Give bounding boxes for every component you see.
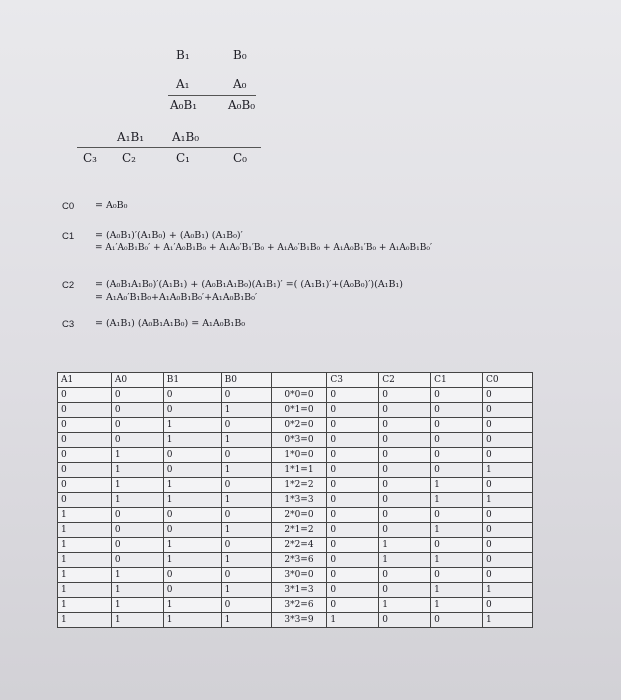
cell-c2: 0 [379, 448, 431, 463]
cell-c0: 1 [483, 583, 533, 598]
eq-c2-line2: = A₁A₀′B₁B₀+A₁A₀B₁B₀′+A₁A₀B₁B₀′ [95, 292, 258, 303]
cell-a1: 1 [58, 523, 112, 538]
eq-c2-line1: = (A₀B₁A₁B₀)′(A₁B₁) + (A₀B₁A₁B₀)(A₁B₁)′ =( (A₁B₁)′+(A₀B₀)′)(A₁B₁) [95, 279, 403, 290]
cell-c2: 0 [379, 478, 431, 493]
table-row [58, 448, 533, 463]
cell-product: 3*1=3 [271, 583, 327, 598]
mult-c0: C₀ [233, 151, 247, 165]
cell-b0: 1 [221, 463, 271, 478]
cell-c1: 0 [431, 403, 483, 418]
cell-a0: 0 [111, 418, 163, 433]
mult-a0: A₀ [233, 77, 247, 91]
cell-product: 2*0=0 [271, 508, 327, 523]
cell-b0: 0 [221, 568, 271, 583]
cell-c3: 0 [327, 433, 379, 448]
cell-c3: 0 [327, 523, 379, 538]
cell-b1: 0 [163, 448, 221, 463]
col-header-product [271, 373, 327, 388]
col-header-c1: C1 [431, 373, 483, 388]
eq-c1-line1: = (A₀B₁)′(A₁B₀) + (A₀B₁) (A₁B₀)′ [95, 230, 243, 241]
cell-c2: 0 [379, 433, 431, 448]
cell-a0: 0 [111, 538, 163, 553]
cell-a0: 0 [111, 433, 163, 448]
truth-table [57, 372, 533, 628]
eq-label-c3: C3 [62, 319, 75, 330]
cell-a1: 0 [58, 388, 112, 403]
cell-a0: 1 [111, 613, 163, 628]
table-row [58, 493, 533, 508]
cell-c0: 0 [483, 388, 533, 403]
col-header-c3: C3 [327, 373, 379, 388]
cell-b0: 1 [221, 433, 271, 448]
cell-c2: 1 [379, 538, 431, 553]
cell-a1: 1 [58, 598, 112, 613]
cell-a0: 1 [111, 448, 163, 463]
mult-c2: C₂ [122, 151, 136, 165]
cell-b0: 1 [221, 493, 271, 508]
cell-a1: 0 [58, 493, 112, 508]
cell-c0: 0 [483, 553, 533, 568]
cell-product: 0*0=0 [271, 388, 327, 403]
cell-b1: 1 [163, 553, 221, 568]
table-row [58, 598, 533, 613]
cell-c3: 0 [327, 553, 379, 568]
cell-c1: 0 [431, 463, 483, 478]
cell-c0: 0 [483, 508, 533, 523]
cell-a0: 0 [111, 388, 163, 403]
cell-c2: 0 [379, 583, 431, 598]
mult-a0b0: A₀B₀ [228, 98, 256, 112]
table-row [58, 508, 533, 523]
cell-b1: 0 [163, 583, 221, 598]
table-row [58, 418, 533, 433]
cell-c1: 0 [431, 613, 483, 628]
cell-a1: 1 [58, 583, 112, 598]
cell-b1: 0 [163, 403, 221, 418]
table-row [58, 403, 533, 418]
cell-c0: 0 [483, 448, 533, 463]
cell-c0: 0 [483, 403, 533, 418]
cell-a0: 1 [111, 478, 163, 493]
eq-c0-line1: = A₀B₀ [95, 200, 128, 211]
cell-b1: 1 [163, 493, 221, 508]
cell-c1: 0 [431, 388, 483, 403]
cell-c1: 1 [431, 478, 483, 493]
table-row [58, 433, 533, 448]
cell-a1: 0 [58, 463, 112, 478]
cell-c0: 0 [483, 598, 533, 613]
table-row [58, 388, 533, 403]
cell-c0: 0 [483, 523, 533, 538]
cell-a0: 0 [111, 508, 163, 523]
cell-c1: 1 [431, 493, 483, 508]
cell-product: 0*3=0 [271, 433, 327, 448]
cell-c2: 0 [379, 493, 431, 508]
cell-b0: 1 [221, 613, 271, 628]
cell-a1: 1 [58, 613, 112, 628]
table-row [58, 538, 533, 553]
cell-b1: 0 [163, 523, 221, 538]
cell-product: 2*3=6 [271, 553, 327, 568]
cell-a0: 1 [111, 568, 163, 583]
col-header-b1: B1 [163, 373, 221, 388]
cell-a1: 1 [58, 568, 112, 583]
cell-b1: 1 [163, 598, 221, 613]
cell-product: 1*0=0 [271, 448, 327, 463]
mult-a1: A₁ [176, 77, 190, 91]
cell-c3: 0 [327, 403, 379, 418]
cell-a0: 0 [111, 523, 163, 538]
cell-a1: 1 [58, 553, 112, 568]
cell-b0: 0 [221, 598, 271, 613]
cell-b1: 1 [163, 418, 221, 433]
cell-c0: 0 [483, 433, 533, 448]
mult-line-2 [77, 147, 261, 148]
mult-line-1 [168, 95, 256, 96]
cell-b0: 1 [221, 583, 271, 598]
mult-a1b0: A₁B₀ [172, 130, 200, 144]
cell-a0: 1 [111, 583, 163, 598]
cell-a0: 0 [111, 553, 163, 568]
cell-a1: 0 [58, 433, 112, 448]
cell-c1: 0 [431, 433, 483, 448]
table-row [58, 463, 533, 478]
cell-c3: 0 [327, 568, 379, 583]
table-row [58, 583, 533, 598]
cell-c1: 1 [431, 523, 483, 538]
eq-label-c0: C0 [62, 201, 75, 212]
cell-c1: 1 [431, 553, 483, 568]
col-header-a1: A1 [58, 373, 112, 388]
mult-c1: C₁ [176, 151, 190, 165]
mult-b0: B₀ [233, 48, 247, 62]
cell-a0: 1 [111, 463, 163, 478]
cell-b0: 0 [221, 508, 271, 523]
cell-c3: 0 [327, 538, 379, 553]
cell-b1: 1 [163, 613, 221, 628]
cell-b0: 0 [221, 418, 271, 433]
cell-c2: 0 [379, 463, 431, 478]
eq-label-c2: C2 [62, 280, 75, 291]
cell-product: 3*3=9 [271, 613, 327, 628]
cell-a1: 0 [58, 448, 112, 463]
cell-c0: 0 [483, 478, 533, 493]
cell-c3: 0 [327, 418, 379, 433]
cell-c1: 0 [431, 568, 483, 583]
cell-b1: 1 [163, 538, 221, 553]
cell-c3: 0 [327, 448, 379, 463]
cell-b0: 0 [221, 388, 271, 403]
cell-b0: 0 [221, 478, 271, 493]
cell-b0: 1 [221, 553, 271, 568]
cell-c1: 1 [431, 583, 483, 598]
cell-b0: 1 [221, 523, 271, 538]
col-header-b0: B0 [221, 373, 271, 388]
col-header-c2: C2 [379, 373, 431, 388]
mult-a0b1: A₀B₁ [170, 98, 198, 112]
cell-c2: 0 [379, 613, 431, 628]
cell-c2: 1 [379, 598, 431, 613]
cell-c3: 0 [327, 583, 379, 598]
table-row [58, 613, 533, 628]
cell-c0: 0 [483, 568, 533, 583]
cell-c2: 0 [379, 508, 431, 523]
col-header-a0: A0 [111, 373, 163, 388]
cell-b1: 0 [163, 463, 221, 478]
eq-label-c1: C1 [62, 231, 75, 242]
cell-product: 1*3=3 [271, 493, 327, 508]
cell-a0: 1 [111, 493, 163, 508]
cell-c1: 0 [431, 448, 483, 463]
cell-c0: 1 [483, 463, 533, 478]
cell-c1: 0 [431, 508, 483, 523]
cell-product: 0*1=0 [271, 403, 327, 418]
cell-b0: 0 [221, 448, 271, 463]
cell-c3: 0 [327, 508, 379, 523]
cell-a1: 1 [58, 538, 112, 553]
cell-c2: 0 [379, 418, 431, 433]
cell-b1: 0 [163, 568, 221, 583]
cell-product: 1*1=1 [271, 463, 327, 478]
cell-c3: 0 [327, 388, 379, 403]
table-row [58, 568, 533, 583]
cell-c3: 0 [327, 478, 379, 493]
mult-a1b1: A₁B₁ [117, 130, 145, 144]
cell-c0: 1 [483, 613, 533, 628]
cell-b1: 0 [163, 388, 221, 403]
cell-b1: 1 [163, 478, 221, 493]
cell-c2: 0 [379, 568, 431, 583]
col-header-c0: C0 [483, 373, 533, 388]
cell-a1: 0 [58, 418, 112, 433]
cell-product: 3*2=6 [271, 598, 327, 613]
cell-b0: 1 [221, 403, 271, 418]
cell-c2: 0 [379, 388, 431, 403]
cell-product: 1*2=2 [271, 478, 327, 493]
cell-c3: 0 [327, 463, 379, 478]
cell-c0: 1 [483, 493, 533, 508]
cell-c2: 0 [379, 523, 431, 538]
cell-c2: 1 [379, 553, 431, 568]
cell-c3: 0 [327, 598, 379, 613]
table-row [58, 523, 533, 538]
cell-a1: 0 [58, 403, 112, 418]
eq-c1-line2: = A₁′A₀B₁B₀′ + A₁′A₀B₁B₀ + A₁A₀′B₁′B₀ + A₁A₀′B₁B₀ + A₁A₀B₁′B₀ + A₁A₀B₁B₀′ [95, 243, 433, 253]
cell-b1: 1 [163, 433, 221, 448]
mult-b1: B₁ [176, 48, 190, 62]
cell-c1: 1 [431, 598, 483, 613]
eq-c3-line1: = (A₁B₁) (A₀B₁A₁B₀) = A₁A₀B₁B₀ [95, 318, 246, 329]
cell-c0: 0 [483, 418, 533, 433]
cell-c3: 1 [327, 613, 379, 628]
cell-a0: 1 [111, 598, 163, 613]
cell-product: 2*2=4 [271, 538, 327, 553]
cell-c1: 0 [431, 538, 483, 553]
cell-product: 3*0=0 [271, 568, 327, 583]
cell-c1: 0 [431, 418, 483, 433]
cell-product: 2*1=2 [271, 523, 327, 538]
cell-a1: 1 [58, 508, 112, 523]
cell-c0: 0 [483, 538, 533, 553]
table-row [58, 553, 533, 568]
cell-a1: 0 [58, 478, 112, 493]
cell-product: 0*2=0 [271, 418, 327, 433]
cell-a0: 0 [111, 403, 163, 418]
cell-c2: 0 [379, 403, 431, 418]
table-header-row [58, 373, 533, 388]
cell-c3: 0 [327, 493, 379, 508]
cell-b0: 0 [221, 538, 271, 553]
cell-b1: 0 [163, 508, 221, 523]
table-row [58, 478, 533, 493]
mult-c3: C₃ [83, 151, 97, 165]
